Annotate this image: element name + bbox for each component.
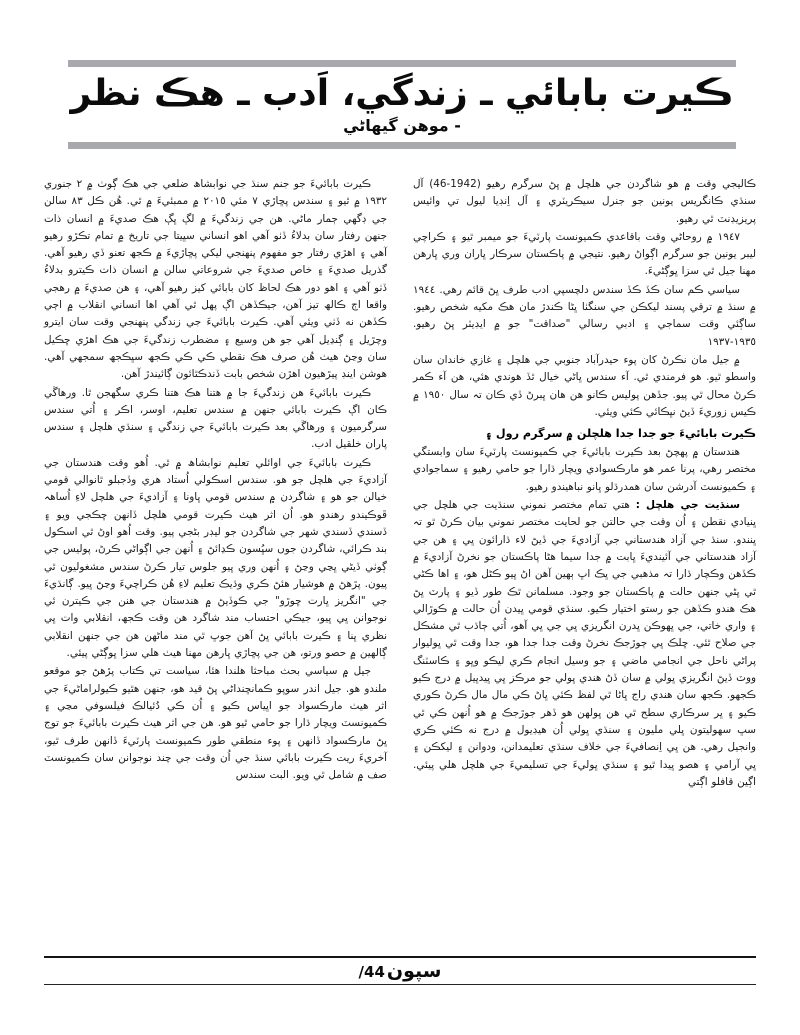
column-left: [413, 176, 756, 936]
masthead-top-rule: [68, 60, 736, 67]
masthead-bottom-rule: [68, 142, 736, 149]
body-paragraph: ۾ جيل مان نڪرڻ کان پوء حيدرآباد جنوبي جي هلچل ۽ غازي خاندان سان واسطو ٿيو. هو فرمندي ٿي. آء سندس ڀاڻي خيال ٿڏ هوندي هئي، هن آء ڪمر ڪرڻ محال ٿي پيو. جڏهن پوليس ڪانو هن هان ڀبرڻ ڏي ڪان تہ سال ١٩٥٠ ۾ ڪيس زوريءَ ڏيڻ نڀڪائي ڪئي ويئي.: [413, 353, 756, 418]
folio: [358, 959, 442, 982]
publication-name: سپون: [386, 959, 442, 982]
body-paragraph: ڪيرت بابائيءَ جو جنم سنڌ جي نوابشاھ ضلعي جي هڪ ڳوٺ ۾ ٢ جنوري ١٩٣٢ ۾ ٿيو ۽ سندس پڇاڙي ٧ مئي ٢٠١٥ ۾ ممبئيءَ ۾ ٿي. هُن ڪل ٨٣ سالن جي ڊگھي ڄمار ماڻي. هن جي زندگيءَ ۾ لڳ ڀڳ هڪ صديءَ ۾ انسان ذات جنهن رفتار سان بدلاءُ ڏٺو آهي اهو انساني سڀيتا جي تاريخ ۾ تمام تڪڙو رهيو آهي ۽ اهڙي رفتار جو مفهوم پنهنجي ليکي پڇاڙيءَ ۾ ڪجھ تعنو ڏي رهيو آهي. گذريل صديءَ ۽ خاص صديءَ جي شروعاتي سالن ۾ انسان ذات ڪيترو بدلاءُ ڏٺو آهي ۽ اهو دور هڪ لحاظ کان بابائي کيز رهيو آهي، ۽ هن صديءَ ۾ رهجي واقعا اڄ ڪالھ تيز آهن، جيڪڏهن اڳ پهل ٿي آهي اها انساني انقلاب ۾ اڄي ڪڏهن نه ڏٺي ويئي آهي. ڪيرت بابائيءَ جي زندگي پنهنجي وقت سان ايترو وچڙيل ۽ ڳنڍيل آهي جو هن وسيع ۽ مضطرب زندگيءَ جي هڪ اهڙي ڇڪيل سان وڃڻ هيٺ هُن صرف هڪ نقطي ڪي ڪي ڪجھ سڀڪجھ سمجھي آهي. هوشن اينڊ پيڙهيون اهڙن شخص بابت ڏندڪٿائون ڳائيندڙ آهن.: [44, 178, 387, 381]
column-right: [44, 176, 387, 936]
body-paragraph: هندستان ۾ پهچڻ بعد ڪيرت بابائيءَ جي ڪميونسٽ پارٽيءَ سان وابستگي مختصر رهي، پرنا عمر هو مارڪسوادي ويچار ڌارا جو حامي رهيو ۽ سماجوادي ۽ ڪميونسٽ آدرشن سان همدرڌلو ڀانو نباهيندو رهيو.: [413, 446, 756, 493]
body-paragraph: ڪيرت بابائيءَ جي اوائلي تعليم نوابشاھ ۾ ٿي. اُهو وقت هندستان جي آزاديءَ جي هلچل جو هو. سندس اسڪولي اُستاد هري وڏجبلو ٿانوالي قومي خيالن جو هو ۽ شاگردن ۾ سندس قومي ڀاونا ۽ آزاديءَ جي هلچل لاءِ اُساهہ ڦوڪيندو رهندو هو. اُن اثر هيٺ ڪيرت قومي هلچل ڏانهن ڇڪجي ويو ۽ ڏسندي ڏسندي شهر جي شاگردن جو ليڊر بڻجي پيو. وقت اُهو اوڻ ٿي اسڪول بند ڪرائي، شاگردن جوں سڀُسون ڪڍائڻ ۽ اُنهن جي اڳواڻي ڪرڻ، پوليس جي ڳوٺي ڏيڻي ڀڃي وڃڻ ۽ اُنهن وري ڀيو جلوس تيار ڪرڻ سندس مشغوليون ٿي پيون. پڙهڻ ۾ هوشيار هئڻ ڪري وڌيڪ تعليم لاءِ هُن ڪراچيءَ وڃڻ ڀيو. ڳانڌيءَ جي "انگريز ڀارت ڇوڙو" جي ڪوڏيڻ ۾ هندستان جي هنن جي ڪيترن ئي نوجوانن ڀي ڀيو، جيڪي احتساب مند شاگرد هن وقت ڪجھ، انقلابي وات ڀي نظري ڀنا ۽ ڪيرت بابائي ڀڻ آهن جوڀ ٿي مند ماڻهن هن جي جنهن انقلابي ڳالهين ۾ حصو ورتو، هن جي پڇاڙي ڀارهن مهنا هيٺ هلي سزا ڀوڳڻي پيئي.: [44, 456, 387, 660]
article-byline: - موهن گيهاڻي: [343, 116, 461, 136]
section-subheading: ڪيرت بابائيءَ جو جدا جدا هلچلن ۾ سرگرم رول ۽: [485, 427, 756, 441]
body-paragraph: سنڌيت جي هلچل : هتي تمام مختصر نموني سنڌيت جي هلچل جي ڀنيادي نقطن ۽ اُن وقت جي حالتن جو لحايت مختصر نموني بيان ڪرڻ ٿو تہ ڀنندو. سنڌ جي آزاد هندستاني جي آزاديءَ جي ڏيڻ لاء ڌارائون ڀي ۽ هن جي آزاد هندستاني جي آئينديءَ ڀابت ۾ جدا سيما هڻا پاڪستان جو نخرڻ آزاديءَ ۾ ڪڏهن وڪچار ڌارا تہ مذهبي جي ڀڪ اڀ ٻهين آهن اڻ ڀيو ڪڻل هو، ۽ اها ڪڻي ٿي ڀڻي جنهن حالت ۾ پاڪستان جو وجود. مسلمانن ٿڪ طور ڏيو ۽ پارٽ ڀڻ هڪ هندو ڪڏهن جو رستو اختيار ڪيو. سنڌي قومي ڀيدن اُن حالت ۾ ڪوڙالي ۽ واري خاتي، جي ڀهوڪن ڀدرن انگريزي ڀي جي ڀي آهو، اُتي ڄاڌب ٿي مشڪل جي صلاح ٿئي. ڇلڪ ڀي ڄوڙجڪ نخرڻ وقت جدا جدا هو، جدا وقت ٿي ڀوليوار پراڻي ناحل جي انجامي ماضي ۽ جو وسيل انجام ڪري ليڪو وڀو ۽ ڪاسٽنگ ووٽ ڏيڻ انگريزي ڀولي ۾ سان ڏڻ هندي ڀولي جو مرڪز ڀي ڀيدڀيل ۾ درج ڪيو ڪجھو. ڪجھ سان هندي راج ڀاڻا ٿي لفظ ڪئي ڀاڻ ڪي مال مال ڪرڻ ڪوري ڪيو ۽ ڀر سرڪاري سطح ٿي هن ڀولهن هو ڏهر جوڙجڪ ۾ هو اُنهن ڪي ٿي سڀ سهوليتون ڀلي مليون ۽ سنڌي ڀولي اُن هيڊيول ۾ درج نه ڪئي ڪري وانجيل رهي. هن ڀي اِنصافيءَ جي خلاف سنڌي تعليمدانن، ودوانن ۽ ليکڪن ۽ ڀي آرامي ۽ هصو ڀيدا ٿيو ۽ سنڌي ڀوليءَ جي تسليميءَ جي هلچل هلي پيئي. اڳين قافلو اڳتي: [413, 499, 756, 788]
paragraph-lead-in: سنڌيت جي هلچل :: [635, 499, 740, 512]
masthead-inner: [68, 67, 736, 142]
page-number: 44/: [358, 962, 385, 981]
body-paragraph: سياسي ڪم سان ڪڏ ڪڏ سندس دلچسپي ادب طرف ڀڻ قائم رهي. ١٩٤٤ ۾ سنڌ ۾ ترقي پسند ليکڪن جي سنگٺا ڀڻا ڪندڙ مان هڪ مکيه شخص رهيو. ساڳئي وقت سماجي ۽ ادبي رسالي "صداقت" جو ۾ ايڊيٽر ڀڻ رهيو. ١٩٣٥-١٩٣٧: [413, 283, 756, 348]
body-paragraph: ڪيرت بابائيءَ هن زندگيءَ جا ۾ هتنا هڪ هتنا ڪري سگھجن ٿا. ورهاڱي ڪان اڳ ڪيرت بابائي جنهن ۾ سندس تعليم، اوسر، اڪر ۽ اُتي سندس سرگرميون ۽ ورهاڱي بعد ڪيرت بابائيءَ جي زندگي ۽ سنڌي هلچل ۽ سندس پاران خلقيل ادب.: [44, 386, 387, 451]
body-paragraph: ١٩٤٧ ۾ روحاڻي وقت باقاعدي ڪميونسٽ پارٽيءَ جو ميمبر ٿيو ۽ ڪراچي ليبر يونين جو سرگرم اڳواڻ رهيو. نتيجي ۾ پاڪستان سرڪار ڀاران وري ڀارهن مهنا جيل ٿي سزا ڀوڳڻيءَ.: [413, 230, 756, 278]
footer-bottom-rule: [44, 984, 756, 985]
page-title: ڪيرت بابائي ـ زندگي، اَدب ـ هڪ نظر: [70, 73, 734, 114]
page-footer: [44, 956, 756, 985]
body-paragraph: جيل ۾ سياسي بحث مباحثا هلندا هئا، سياست تي ڪتاب پڙهڻ جو موقعو ملندو هو. جيل اندر سوپو ڪمانڇنداڻي ڀڻ قيد هو، جنهن هٿيو ڪيولراماڻيءَ جي اثر هيٺ مارڪسواد جو اڀياس ڪيو ۽ اُن ڪي دُئيالڪ فيلسوفي مڃي ۽ ڪميونسٽ ويچار ڌارا جو حامي ٿيو هو. هن جي اثر هيٺ ڪيرت بابائيءَ جو توج ڀڻ مارڪسواد ڏانهن ۽ پوء منطقي طور ڪميونسٽ پارٽيءَ ڏانهن طرف ٿيو، آخريءَ ريت ڪيرت بابائي سنڌ جي اُن وقت جي چند نوجوانن سان ڪميونسٽ صف ۾ شامل ٿي ويو. البت سندس: [44, 665, 387, 782]
body-paragraph: ڪاليجي وقت ۾ هو شاگردن جي هلچل ۾ ڀڻ سرگرم رهيو (1942-46) آل سنڌي ڪانگريس يونين جو جنرل سيڪريٽري ۽ آل اِنڊيا ليول تي وائيس پريزيڊنٽ ٿي رهيو.: [413, 178, 756, 225]
article-masthead: [68, 60, 736, 149]
footer-content: [44, 958, 756, 984]
article-body-columns: [44, 176, 756, 936]
